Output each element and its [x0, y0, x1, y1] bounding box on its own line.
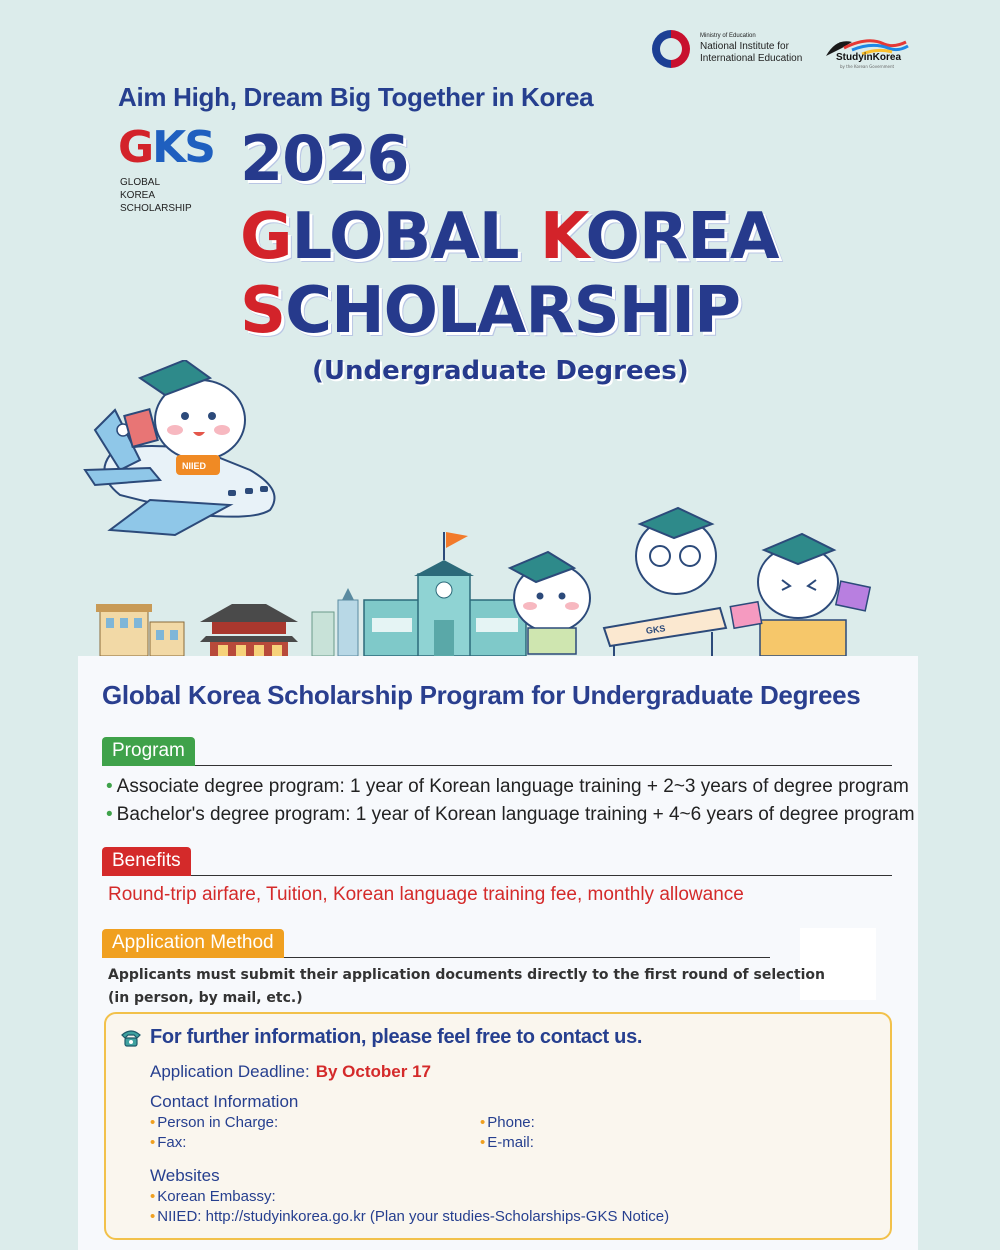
title-k: K	[539, 200, 586, 274]
title-orea: OREA	[585, 200, 779, 274]
title-lobal: LOBAL	[291, 200, 540, 274]
gks-logo	[118, 122, 214, 215]
websites-title: Websites	[150, 1166, 220, 1185]
phone	[480, 1114, 535, 1131]
skyline-buildings	[312, 588, 358, 656]
method-section-header	[102, 928, 770, 958]
application-deadline	[150, 1062, 431, 1082]
university-building	[364, 532, 526, 656]
studyinkorea-logo	[822, 34, 912, 68]
studyinkorea-wordmark: StudyinKorea	[836, 52, 902, 63]
ministry-text	[700, 33, 802, 65]
title-subtitle: (Undergraduate Degrees)	[312, 356, 689, 386]
gks-logo-line2: KOREA	[120, 190, 156, 201]
gks-logo-g: G	[118, 122, 153, 173]
hero-illustration	[0, 360, 1000, 660]
palace-building	[200, 604, 298, 656]
gks-logo-line3: SCHOLARSHIP	[120, 203, 192, 214]
phone-label: Phone:	[487, 1114, 535, 1131]
benefits-divider	[191, 875, 892, 876]
benefits-text: Round-trip airfare, Tuition, Korean language training fee, monthly allowance	[108, 884, 744, 905]
contact-box	[104, 1012, 892, 1240]
title-year: 2026	[240, 122, 409, 195]
mascot-happy	[730, 534, 870, 656]
contact-heading-text: For further information, please feel free to contact us.	[150, 1026, 643, 1048]
gks-logo-ks: KS	[152, 122, 214, 173]
method-divider	[284, 957, 770, 958]
korean-embassy-label: Korean Embassy:	[157, 1188, 276, 1205]
card-title: Global Korea Scholarship Program for Undergraduate Degrees	[102, 680, 861, 710]
gks-logo-letters	[118, 122, 214, 173]
person-in-charge	[150, 1114, 278, 1131]
bullet-dot-icon: •	[150, 1188, 156, 1205]
program-divider	[195, 765, 892, 766]
building-left	[96, 604, 184, 656]
program-item-associate-text: Associate degree program: 1 year of Korean language training + 2~3 years of degree program	[116, 776, 909, 797]
fax	[150, 1134, 186, 1151]
title-line-global-korea	[240, 200, 778, 274]
title-line-scholarship	[240, 274, 740, 348]
method-text-line2: (in person, by mail, etc.)	[108, 990, 303, 1006]
contact-info-title: Contact Information	[150, 1092, 299, 1111]
bullet-dot-icon: •	[106, 804, 113, 825]
email-label: E-mail:	[487, 1134, 534, 1151]
bullet-dot-icon: •	[106, 776, 113, 797]
tagline: Aim High, Dream Big Together in Korea	[118, 82, 594, 112]
korean-embassy-website	[150, 1188, 276, 1205]
program-label: Program	[102, 737, 195, 766]
program-section-header	[102, 736, 892, 766]
contact-heading	[120, 1026, 642, 1049]
studyinkorea-tagline: by the Korean Government	[840, 64, 895, 69]
benefits-section-header	[102, 846, 892, 876]
phone-icon	[120, 1028, 142, 1048]
title-g: G	[240, 200, 292, 274]
title-cholarship: CHOLARSHIP	[285, 274, 740, 348]
bullet-dot-icon: •	[150, 1114, 156, 1131]
email	[480, 1134, 534, 1151]
program-item-associate	[106, 776, 909, 798]
ministry-small-label: Ministry of Education	[700, 33, 756, 39]
taegeuk-emblem-icon	[652, 30, 690, 68]
method-label: Application Method	[102, 929, 284, 958]
bullet-dot-icon: •	[150, 1208, 156, 1225]
bullet-dot-icon: •	[150, 1134, 156, 1151]
deadline-label: Application Deadline:	[150, 1062, 310, 1081]
gks-logo-line1: GLOBAL	[120, 177, 161, 188]
fax-label: Fax:	[157, 1134, 187, 1151]
flag-icon	[446, 532, 468, 548]
program-item-bachelor	[106, 804, 915, 826]
method-text-line1: Applicants must submit their application documents directly to the first round of selection	[108, 967, 826, 983]
deadline-value: By October 17	[315, 1062, 431, 1081]
mascot-badge-text: NIIED	[182, 461, 207, 471]
bullet-dot-icon: •	[480, 1134, 486, 1151]
bullet-dot-icon: •	[480, 1114, 486, 1131]
person-in-charge-label: Person in Charge:	[157, 1114, 279, 1131]
niied-website[interactable]	[150, 1208, 669, 1225]
mascot-desk	[604, 508, 726, 660]
benefits-label: Benefits	[102, 847, 191, 876]
niied-name-line2: International Education	[700, 53, 803, 64]
title-s: S	[240, 274, 286, 348]
program-item-bachelor-text: Bachelor's degree program: 1 year of Korean language training + 4~6 years of degree program	[116, 804, 915, 825]
ministry-logo	[652, 30, 802, 68]
desk-label: GKS	[645, 623, 667, 636]
method-text	[108, 964, 825, 1010]
gks-logo-subtitle	[120, 176, 214, 215]
niied-name-line1: National Institute for	[700, 41, 789, 52]
niied-website-link[interactable]: NIIED: http://studyinkorea.go.kr (Plan your studies-Scholarships-GKS Notice)	[157, 1208, 670, 1225]
info-card	[78, 656, 918, 1250]
